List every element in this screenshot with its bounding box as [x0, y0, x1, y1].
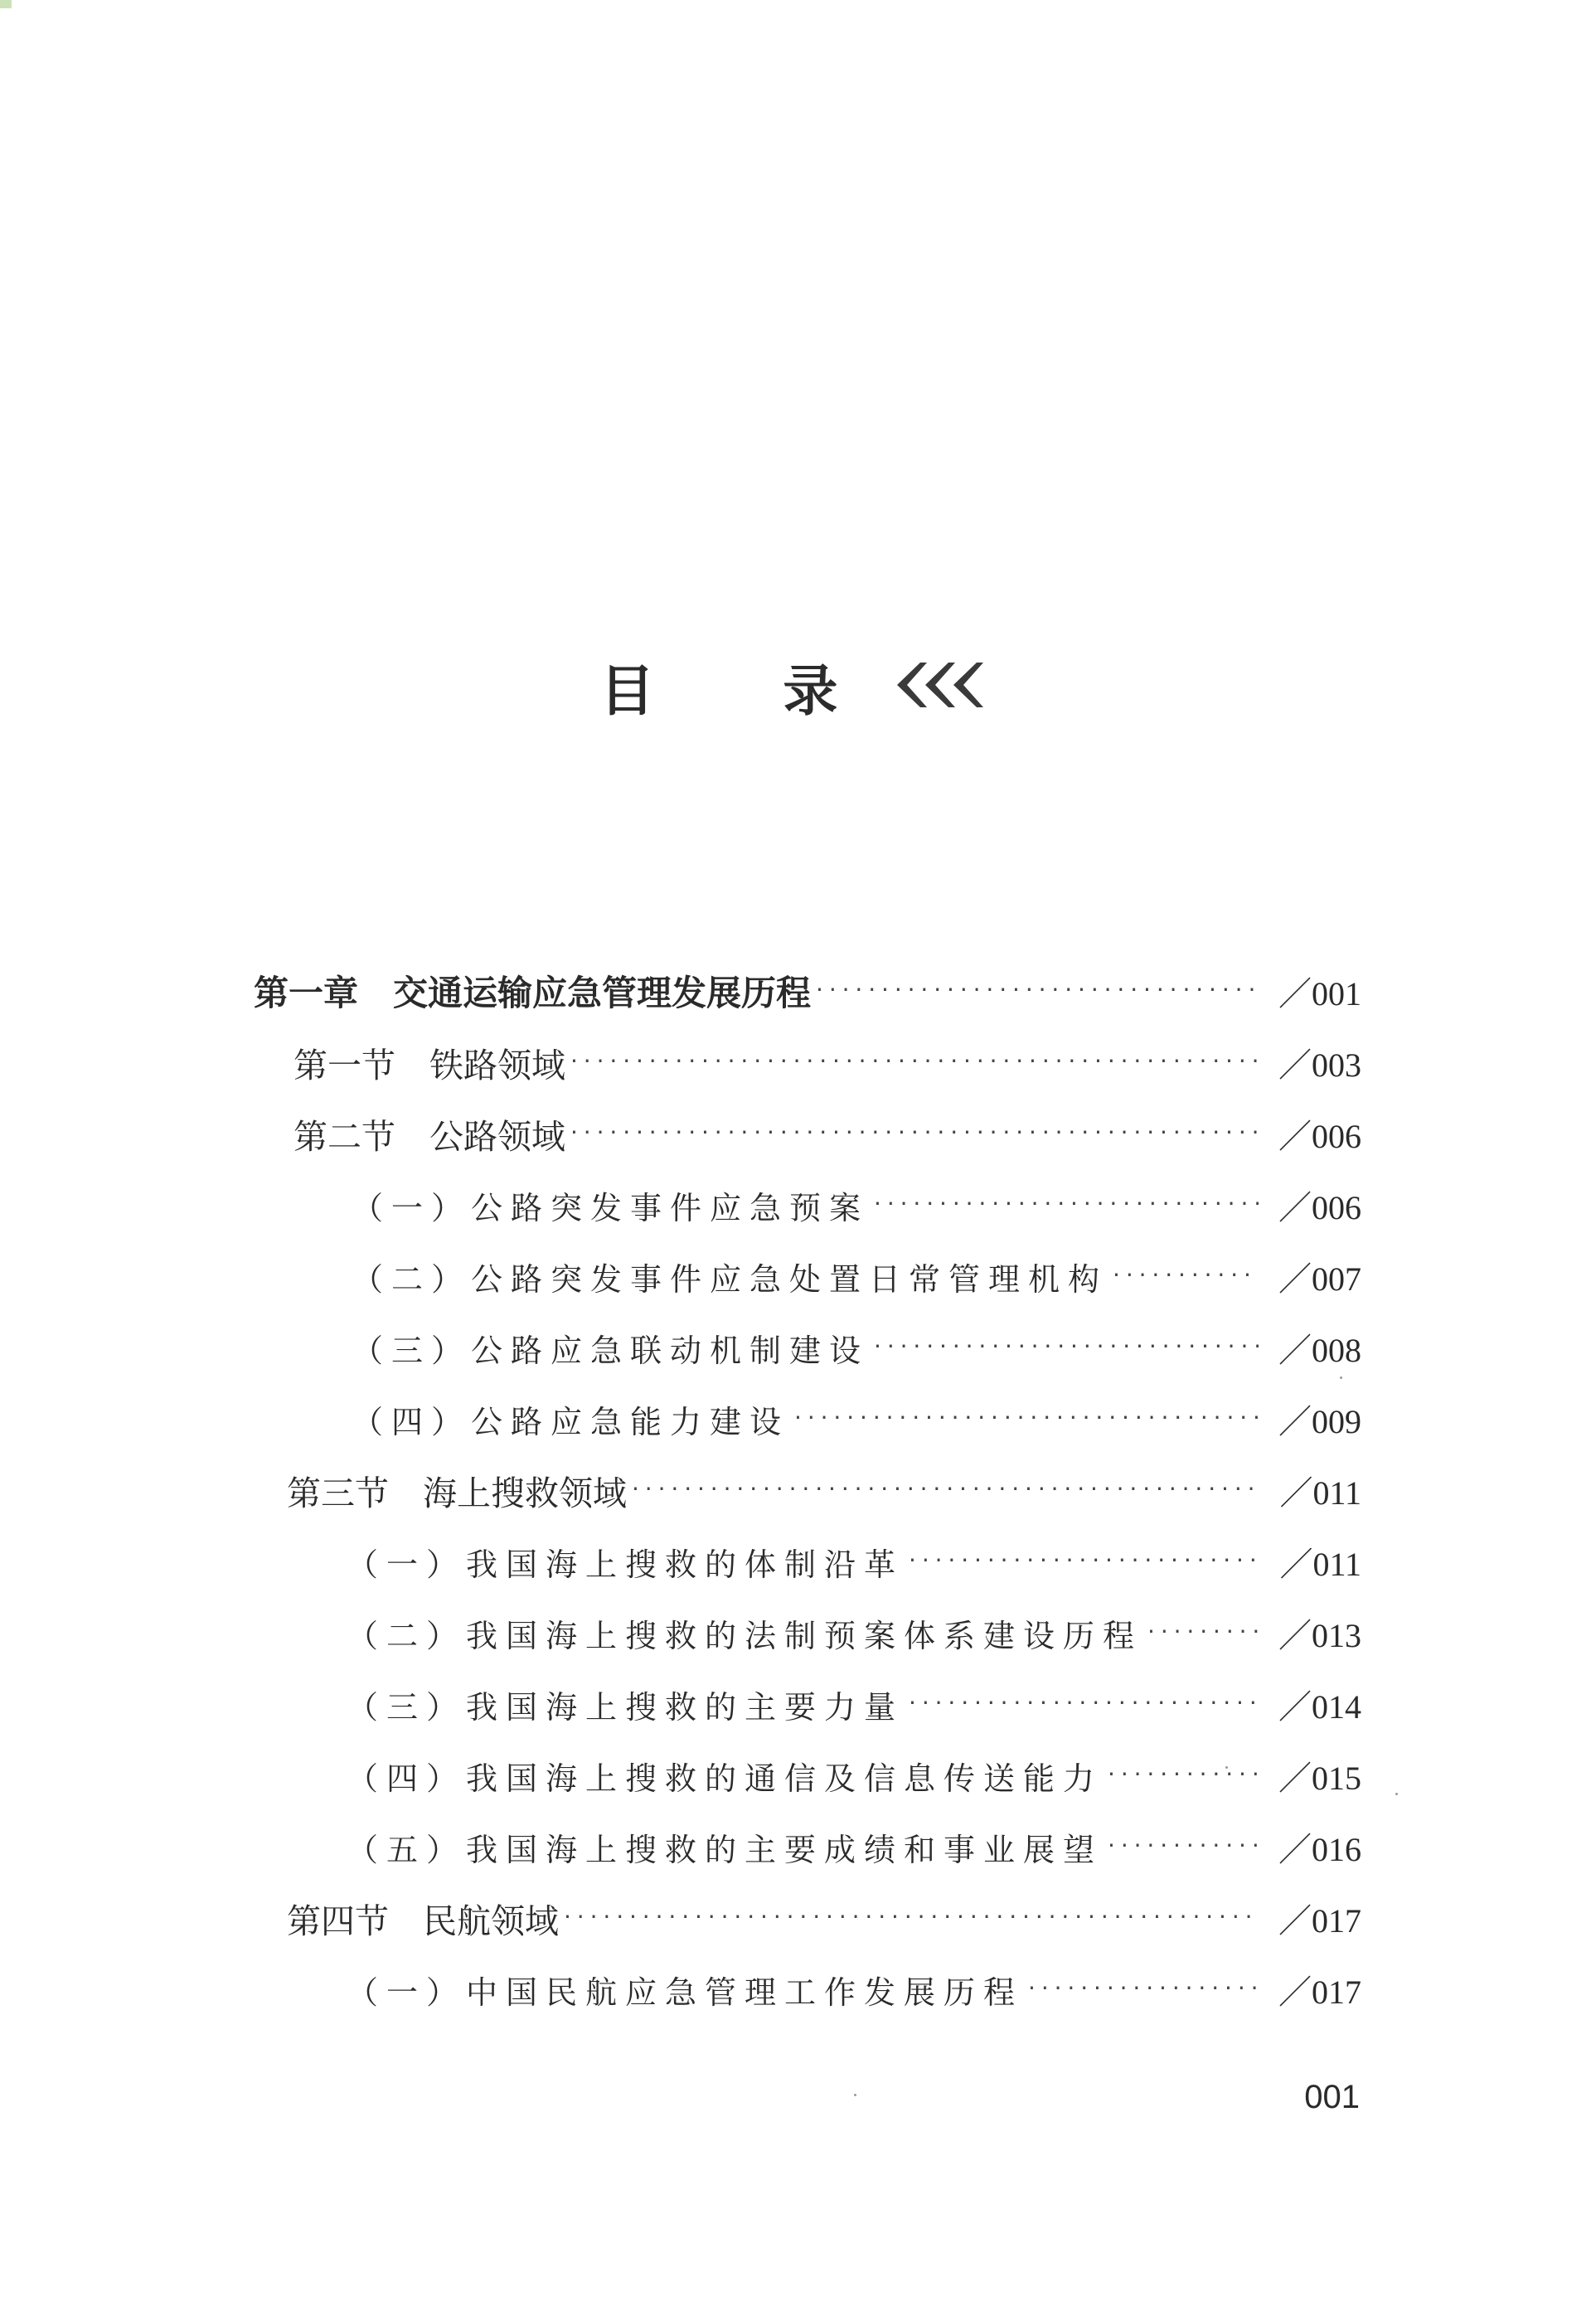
toc-entry-page: ／009: [1278, 1402, 1361, 1440]
toc-entry-sub[interactable]: [347, 1960, 1361, 2018]
dot-leader: [816, 974, 1259, 1007]
toc-entry-page: ／013: [1278, 1616, 1361, 1654]
toc-entry-sub[interactable]: [352, 1318, 1361, 1376]
toc-entry-page: ／015: [1278, 1759, 1361, 1797]
dot-leader: [1108, 1759, 1259, 1792]
toc-entry-sub[interactable]: [352, 1176, 1361, 1234]
dot-leader: [1028, 1973, 1259, 2006]
toc-entry-sub[interactable]: [347, 1532, 1361, 1590]
page-title: 目 录: [599, 659, 893, 723]
toc-entry-section[interactable]: [287, 1889, 1361, 1947]
dot-leader: [794, 1402, 1259, 1435]
toc-entry-section[interactable]: [293, 1033, 1361, 1091]
dot-leader: [874, 1331, 1259, 1364]
dot-leader: [1113, 1260, 1259, 1293]
toc-entry-page: ／003: [1278, 1046, 1361, 1084]
toc-entry-page: ／017: [1278, 1973, 1361, 2011]
scan-speck: [854, 2094, 856, 2096]
toc-entry-page: ／008: [1278, 1331, 1361, 1369]
toc-entry-page: ／011: [1279, 1474, 1361, 1512]
triple-chevron-left-icon: [889, 656, 997, 717]
title-block: [0, 647, 1596, 726]
scan-artifact: [0, 0, 12, 8]
scan-speck: [1395, 1793, 1398, 1795]
toc-entry-sub[interactable]: [347, 1675, 1361, 1733]
toc-entry-sub[interactable]: [347, 1604, 1361, 1662]
toc-entry-label: （一）公路突发事件应急预案: [352, 1189, 870, 1226]
dot-leader: [632, 1474, 1259, 1507]
toc-entry-chapter[interactable]: [254, 962, 1361, 1020]
toc-entry-label: 第四节 民航领域: [287, 1901, 559, 1941]
toc-entry-sub[interactable]: [347, 1818, 1361, 1876]
toc-entry-label: （二）公路突发事件应急处置日常管理机构: [352, 1260, 1108, 1298]
toc-entry-label: （一）中国民航应急管理工作发展历程: [347, 1974, 1024, 2011]
toc-entry-label: （二）我国海上搜救的法制预案体系建设历程: [347, 1617, 1143, 1654]
toc-entry-page: ／016: [1278, 1830, 1361, 1868]
toc-entry-label: 第三节 海上搜救领域: [287, 1473, 627, 1513]
dot-leader: [909, 1545, 1259, 1578]
toc-entry-page: ／007: [1278, 1260, 1361, 1298]
toc-entry-page: ／006: [1278, 1117, 1361, 1155]
dot-leader: [570, 1046, 1259, 1079]
toc-entry-page: ／006: [1278, 1188, 1361, 1226]
scan-speck: [1225, 1766, 1228, 1769]
dot-leader: [570, 1117, 1259, 1150]
toc-entry-section[interactable]: [287, 1461, 1361, 1519]
toc-entry-label: （一）我国海上搜救的体制沿革: [347, 1546, 905, 1583]
dot-leader: [1147, 1616, 1259, 1649]
toc-entry-section[interactable]: [293, 1105, 1361, 1163]
dot-leader: [1108, 1830, 1259, 1863]
scan-speck: [1340, 1376, 1342, 1379]
toc-entry-sub[interactable]: [352, 1390, 1361, 1448]
dot-leader: [564, 1901, 1259, 1935]
toc-entry-label: 第一节 铁路领域: [293, 1045, 565, 1085]
toc-entry-label: （四）我国海上搜救的通信及信息传送能力: [347, 1760, 1104, 1797]
toc-entry-label: 第一章 交通运输应急管理发展历程: [254, 973, 812, 1013]
toc-entry-sub[interactable]: [347, 1746, 1361, 1804]
toc-entry-label: （四）公路应急能力建设: [352, 1403, 790, 1440]
toc-entry-label: 第二节 公路领域: [293, 1116, 565, 1157]
toc-entry-page: ／017: [1278, 1901, 1361, 1940]
toc-entry-page: ／014: [1278, 1687, 1361, 1726]
dot-leader: [909, 1687, 1259, 1721]
toc-entry-label: （三）我国海上搜救的主要力量: [347, 1688, 905, 1726]
toc-entry-page: ／011: [1279, 1545, 1361, 1583]
page-number: 001: [1304, 2079, 1360, 2115]
dot-leader: [874, 1188, 1259, 1221]
toc-entry-label: （五）我国海上搜救的主要成绩和事业展望: [347, 1831, 1104, 1868]
toc-entry-page: ／001: [1278, 974, 1361, 1012]
toc-entry-sub[interactable]: [352, 1247, 1361, 1305]
toc-entry-label: （三）公路应急联动机制建设: [352, 1332, 870, 1369]
